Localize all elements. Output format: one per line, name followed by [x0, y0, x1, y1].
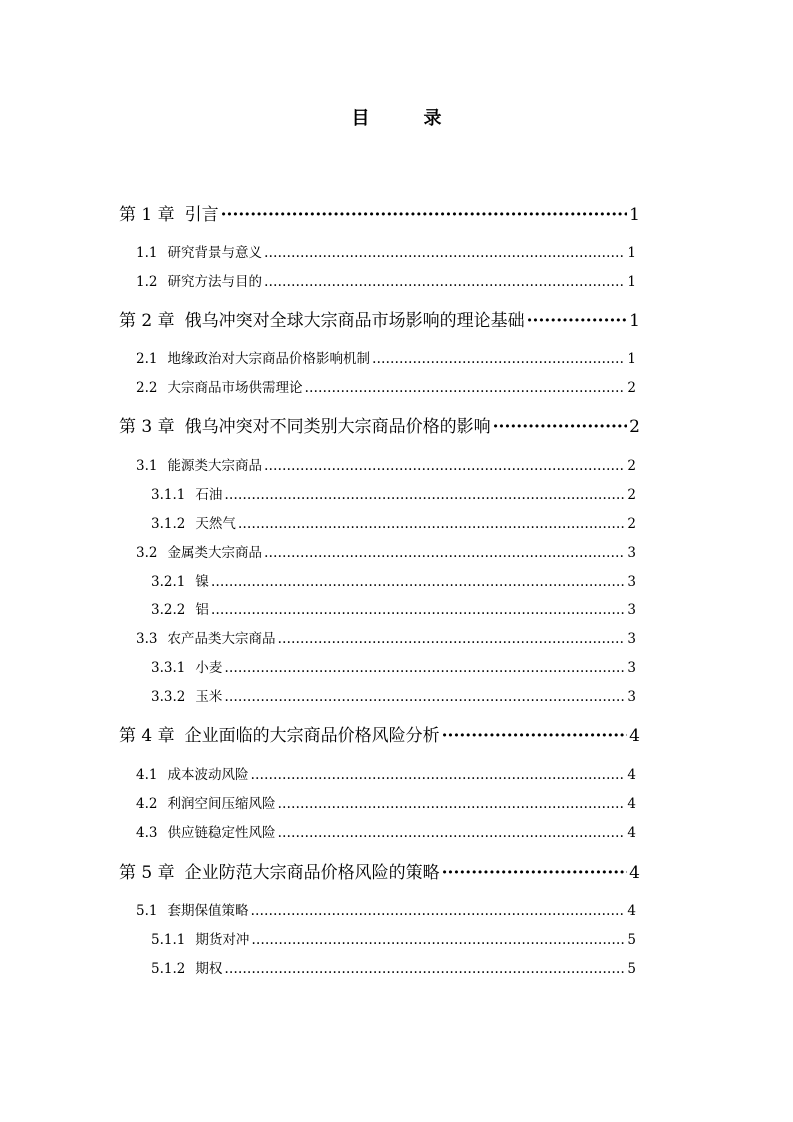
toc-entry-number: 5.1.2 [151, 961, 186, 977]
toc-entry-title: 石油 [195, 487, 223, 503]
toc-entry-第2章[interactable] [119, 306, 640, 331]
toc-entry-page-number: 2 [627, 458, 636, 474]
toc-entry-5-1-2[interactable] [151, 957, 636, 977]
toc-entry-label [136, 376, 302, 396]
toc-entry-3-3[interactable] [136, 627, 636, 647]
toc-entry-page-number: 3 [627, 602, 636, 618]
dot-leader [251, 932, 625, 948]
toc-entry-title: 期货对冲 [195, 932, 250, 948]
toc-entry-title: 企业防范大宗商品价格风险的策略 [184, 863, 440, 883]
toc-entry-page-number: 3 [627, 689, 636, 705]
toc-entry-page-number: 4 [629, 863, 640, 883]
toc-entry-title: 期权 [195, 961, 223, 977]
toc-entry-number: 1.1 [136, 245, 158, 261]
dot-leader [264, 274, 625, 290]
toc-entry-4-2[interactable] [136, 792, 636, 812]
toc-entry-label [136, 541, 262, 561]
toc-entry-number: 5.1.1 [151, 932, 186, 948]
toc-entry-number: 第 2 章 [119, 311, 175, 331]
toc-entry-page-number: 3 [627, 631, 636, 647]
toc-entry-page-number: 5 [627, 932, 636, 948]
toc-entry-4-3[interactable] [136, 821, 636, 841]
toc-entry-page-number: 1 [629, 311, 640, 331]
toc-entry-title: 成本波动风险 [167, 767, 249, 783]
toc-entry-2-1[interactable] [136, 347, 636, 367]
toc-entry-page-number: 4 [627, 903, 636, 919]
toc-entry-page-number: 3 [627, 545, 636, 561]
toc-entry-label [136, 763, 248, 783]
toc-entry-5-1[interactable] [136, 899, 636, 919]
dot-leader [224, 689, 625, 705]
dot-leader [224, 660, 625, 676]
toc-entry-3-1-2[interactable] [151, 512, 636, 532]
dot-leader [238, 516, 626, 532]
dot-leader [250, 903, 625, 919]
toc-entry-title: 研究背景与意义 [167, 245, 262, 261]
dot-leader [211, 602, 626, 618]
toc-entry-number: 2.1 [136, 351, 158, 367]
toc-entry-第5章[interactable] [119, 858, 640, 883]
toc-entry-label [119, 200, 219, 225]
dot-leader [221, 205, 628, 225]
toc-entry-3-3-1[interactable] [151, 656, 636, 676]
toc-entry-2-2[interactable] [136, 376, 636, 396]
toc-entry-number: 3.3.1 [151, 660, 186, 676]
dot-leader [250, 767, 625, 783]
toc-entry-label [136, 454, 262, 474]
toc-entry-title: 供应链稳定性风险 [167, 825, 276, 841]
toc-entry-3-1-1[interactable] [151, 483, 636, 503]
dot-leader [493, 417, 628, 437]
toc-entry-page-number: 3 [627, 660, 636, 676]
toc-entry-1-1[interactable] [136, 241, 636, 261]
toc-entry-label [151, 957, 222, 977]
toc-entry-number: 2.2 [136, 380, 158, 396]
toc-entry-label [151, 928, 249, 948]
toc-entry-label [136, 627, 275, 647]
toc-entry-label [119, 412, 491, 437]
toc-entry-label [136, 821, 275, 841]
toc-entry-第1章[interactable] [119, 200, 640, 225]
toc-entry-title: 地缘政治对大宗商品价格影响机制 [167, 351, 370, 367]
toc-entry-page-number: 1 [627, 274, 636, 290]
toc-entry-title: 金属类大宗商品 [167, 545, 262, 561]
toc-entry-title: 引言 [184, 205, 219, 225]
toc-title: 目 录 [351, 108, 460, 129]
dot-leader [304, 380, 625, 396]
toc-entry-page-number: 2 [627, 516, 636, 532]
toc-entry-number: 5.1 [136, 903, 158, 919]
toc-entry-number: 1.2 [136, 274, 158, 290]
toc-entry-第3章[interactable] [119, 412, 640, 437]
dot-leader [277, 796, 625, 812]
toc-entry-label [151, 483, 222, 503]
toc-entry-page-number: 2 [627, 487, 636, 503]
toc-entry-number: 3.2 [136, 545, 158, 561]
toc-entry-title: 俄乌冲突对不同类别大宗商品价格的影响 [184, 417, 491, 437]
toc-entry-number: 第 5 章 [119, 863, 175, 883]
dot-leader [372, 351, 625, 367]
toc-entry-第4章[interactable] [119, 721, 640, 746]
toc-entry-title: 利润空间压缩风险 [167, 796, 276, 812]
toc-entry-title: 铝 [195, 602, 209, 618]
toc-entry-page-number: 1 [627, 245, 636, 261]
dot-leader [264, 458, 625, 474]
toc-entry-number: 3.1 [136, 458, 158, 474]
dot-leader [211, 574, 626, 590]
toc-entry-label [119, 721, 440, 746]
toc-entry-number: 3.3.2 [151, 689, 186, 705]
dot-leader [264, 545, 625, 561]
toc-entry-label [136, 241, 262, 261]
toc-entry-page-number: 4 [627, 796, 636, 812]
toc-entry-title: 套期保值策略 [167, 903, 249, 919]
toc-entry-label [136, 899, 248, 919]
toc-entry-number: 3.2.2 [151, 602, 186, 618]
toc-entry-page-number: 1 [629, 205, 640, 225]
toc-entry-page-number: 4 [627, 767, 636, 783]
toc-entry-page-number: 2 [627, 380, 636, 396]
dot-leader [277, 825, 625, 841]
toc-entry-number: 第 3 章 [119, 417, 175, 437]
dot-leader [224, 961, 625, 977]
toc-entry-title: 企业面临的大宗商品价格风险分析 [184, 726, 440, 746]
toc-entry-1-2[interactable] [136, 270, 636, 290]
toc-entry-label [119, 306, 525, 331]
toc-entry-3-2[interactable] [136, 541, 636, 561]
toc-entry-4-1[interactable] [136, 763, 636, 783]
toc-entry-3-2-1[interactable] [151, 570, 636, 590]
toc-entry-number: 3.3 [136, 631, 158, 647]
toc-entry-label [151, 598, 209, 618]
toc-entry-number: 3.1.2 [151, 516, 186, 532]
toc-entry-page-number: 3 [627, 574, 636, 590]
toc-entry-title: 农产品类大宗商品 [167, 631, 276, 647]
toc-entry-label [151, 570, 209, 590]
toc-entry-3-3-2[interactable] [151, 685, 636, 705]
toc-entry-label [136, 792, 275, 812]
toc-entry-title: 玉米 [195, 689, 223, 705]
toc-entry-number: 4.3 [136, 825, 158, 841]
toc-entry-number: 4.1 [136, 767, 158, 783]
toc-entry-label [151, 656, 222, 676]
dot-leader [527, 311, 628, 331]
toc-entry-page-number: 4 [627, 825, 636, 841]
dot-leader [277, 631, 625, 647]
dot-leader [264, 245, 625, 261]
toc-entry-number: 3.2.1 [151, 574, 186, 590]
toc-entry-title: 天然气 [195, 516, 236, 532]
toc-entry-label [151, 685, 222, 705]
dot-leader [442, 726, 628, 746]
toc-entry-number: 3.1.1 [151, 487, 186, 503]
toc-entry-label [119, 858, 440, 883]
toc-entry-title: 研究方法与目的 [167, 274, 262, 290]
dot-leader [224, 487, 625, 503]
toc-entry-page-number: 2 [629, 417, 640, 437]
toc-entry-page-number: 5 [627, 961, 636, 977]
toc-entry-label [136, 347, 370, 367]
dot-leader [442, 863, 628, 883]
toc-entry-number: 第 4 章 [119, 726, 175, 746]
toc-entry-3-1[interactable] [136, 454, 636, 474]
toc-entry-title: 俄乌冲突对全球大宗商品市场影响的理论基础 [184, 311, 525, 331]
toc-entry-5-1-1[interactable] [151, 928, 636, 948]
toc-entry-title: 大宗商品市场供需理论 [167, 380, 303, 396]
toc-entry-label [136, 270, 262, 290]
toc-entry-title: 小麦 [195, 660, 223, 676]
toc-entry-title: 能源类大宗商品 [167, 458, 262, 474]
toc-entry-page-number: 1 [627, 351, 636, 367]
toc-entry-3-2-2[interactable] [151, 598, 636, 618]
toc-entry-number: 4.2 [136, 796, 158, 812]
toc-entry-page-number: 4 [629, 726, 640, 746]
toc-entry-label [151, 512, 236, 532]
toc-entry-number: 第 1 章 [119, 205, 175, 225]
toc-entry-title: 镍 [195, 574, 209, 590]
